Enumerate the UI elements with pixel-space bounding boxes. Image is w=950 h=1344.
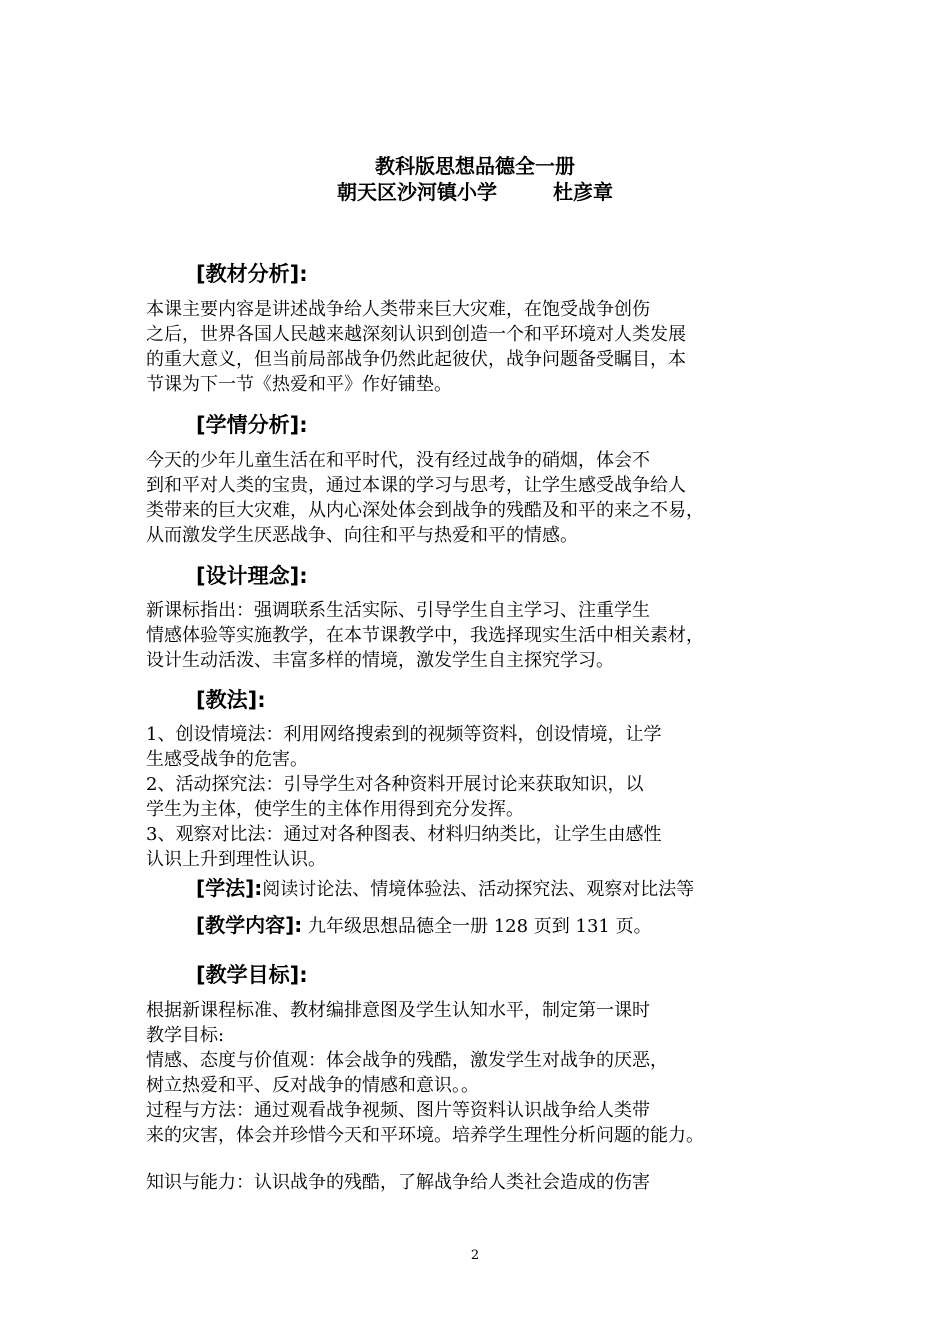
text-line: 教学目标: (146, 1025, 225, 1046)
text-line: 类带来的巨大灾难，从内心深处体会到战争的残酷及和平的来之不易， (146, 500, 704, 521)
text-line: 学生为主体，使学生的主体作用得到充分发挥。 (146, 799, 524, 820)
text-line: 节课为下一节《热爱和平》作好铺垫。 (146, 374, 452, 395)
text-line: 今天的少年儿童生活在和平时代，没有经过战争的硝烟，体会不 (146, 450, 650, 471)
text-line: 设计生动活泼、丰富多样的情境，激发学生自主探究学习。 (146, 650, 614, 671)
section-heading: [教学目标]: (196, 963, 308, 987)
text-line: 新课标指出：强调联系生活实际、引导学生自主学习、注重学生 (146, 600, 650, 621)
text-line: 的重大意义，但当前局部战争仍然此起彼伏，战争问题备受瞩目，本 (146, 349, 686, 370)
section-heading: [教法]: (196, 688, 266, 712)
section-paragraph (146, 448, 818, 548)
content-text: 九年级思想品德全一册 128 页到 131 页。 (302, 916, 652, 937)
xuefa-label: [学法]: (196, 876, 263, 900)
text-line: 2、活动探究法：引导学生对各种资料开展讨论来获取知识，以 (146, 774, 644, 795)
text-line: 1、创设情境法：利用网络搜索到的视频等资料，创设情境，让学 (146, 724, 662, 745)
content-row (196, 909, 652, 938)
page-number: 2 (470, 1248, 480, 1263)
text-line: 3、观察对比法：通过对各种图表、材料归纳类比，让学生由感性 (146, 824, 662, 845)
author-name: 杜彦章 (553, 180, 613, 204)
section-paragraph (146, 297, 818, 397)
text-line: 来的灾害，体会并珍惜今天和平环境。培养学生理性分析问题的能力。 (146, 1125, 704, 1146)
section-paragraph (146, 1170, 818, 1195)
text-line: 树立热爱和平、反对战争的情感和意识。。 (146, 1075, 479, 1096)
text-line: 知识与能力：认识战争的残酷，了解战争给人类社会造成的伤害 (146, 1172, 650, 1193)
section-paragraph (146, 722, 818, 872)
section-heading: [设计理念]: (196, 564, 308, 588)
text-line: 生感受战争的危害。 (146, 749, 308, 770)
text-line: 之后，世界各国人民越来越深刻认识到创造一个和平环境对人类发展 (146, 324, 686, 345)
text-line: 本课主要内容是讲述战争给人类带来巨大灾难，在饱受战争创伤 (146, 299, 650, 320)
content-label: [教学内容]: (196, 913, 303, 937)
text-line: 认识上升到理性认识。 (146, 849, 326, 870)
text-line: 从而激发学生厌恶战争、向往和平与热爱和平的情感。 (146, 525, 578, 546)
section-heading: [教材分析]: (196, 262, 308, 286)
section-heading: [学情分析]: (196, 413, 308, 437)
section-paragraph (146, 998, 818, 1148)
doc-title: 教科版思想品德全一册 (375, 154, 575, 178)
xuefa-row (196, 872, 694, 901)
section-paragraph (146, 598, 818, 673)
xuefa-text: 阅读讨论法、情境体验法、活动探究法、观察对比法等 (262, 879, 695, 900)
text-line: 根据新课程标准、教材编排意图及学生认知水平，制定第一课时 (146, 1000, 650, 1021)
text-line: 过程与方法：通过观看战争视频、图片等资料认识战争给人类带 (146, 1100, 650, 1121)
text-line: 到和平对人类的宝贵，通过本课的学习与思考，让学生感受战争给人 (146, 475, 686, 496)
doc-subtitle (0, 176, 950, 205)
text-line: 情感、态度与价值观：体会战争的残酷，激发学生对战争的厌恶， (146, 1050, 668, 1071)
school-name: 朝天区沙河镇小学 (337, 180, 497, 204)
text-line: 情感体验等实施教学，在本节课教学中，我选择现实生活中相关素材， (146, 625, 704, 646)
